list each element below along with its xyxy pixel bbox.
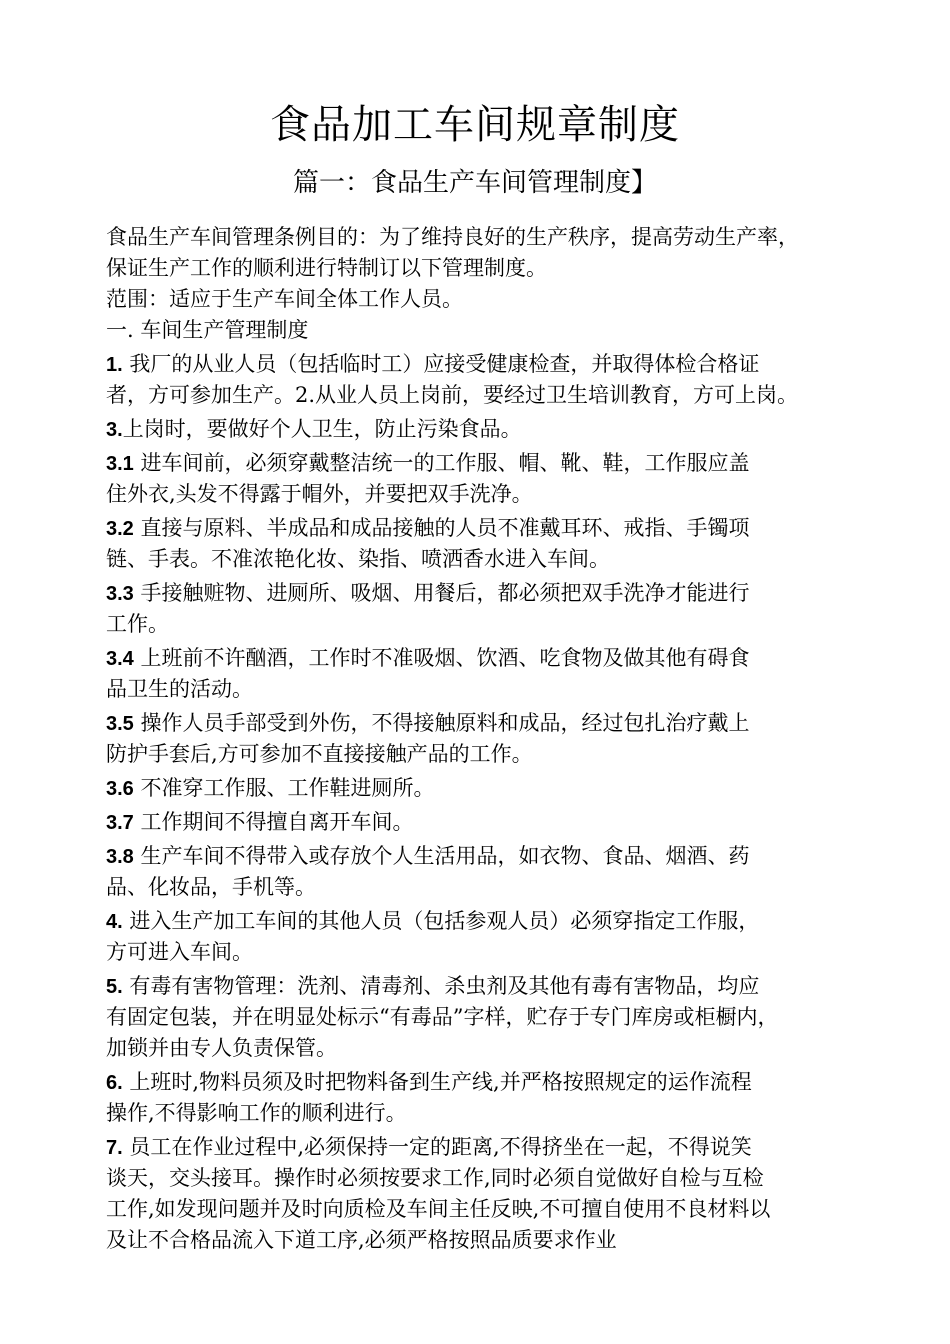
text-line [106,1163,866,1194]
text-line [106,1002,866,1033]
text-line [106,414,866,445]
line-text: 品、化妆品，手机等。 [106,875,316,899]
line-text: 工作。 [106,612,169,636]
line-text: 防护手套后,方可参加不直接接触产品的工作。 [106,742,533,766]
text-line [106,643,866,674]
text-line [106,578,866,609]
text-line [106,448,866,479]
text-line [106,513,866,544]
line-text: 有固定包装，并在明显处标示“有毒品”字样，贮存于专门库房或柜橱内， [106,1005,779,1029]
text-line [106,1067,866,1098]
text-line [106,674,866,705]
text-line [106,708,866,739]
text-line [106,872,866,903]
document-title: 食品加工车间规章制度 [270,102,680,148]
text-line [106,222,866,253]
clause-number: 1. [106,354,123,376]
text-line [106,544,866,575]
clause-number: 3.2 [106,518,134,540]
line-text: 工作期间不得擅自离开车间。 [133,810,414,834]
line-text: 上班前不许酗酒，工作时不准吸烟、饮酒、吃食物及做其他有碍食 [133,646,750,670]
line-text: 住外衣,头发不得露于帽外，并要把双手洗净。 [106,482,533,506]
text-line [106,1132,866,1163]
line-text: 方可进入车间。 [106,940,253,964]
line-text: 我厂的从业人员（包括临时工）应接受健康检查，并取得体检合格证 [122,352,760,376]
line-text: 保证生产工作的顺利进行特制订以下管理制度。 [106,256,547,280]
text-line [106,315,866,346]
clause-number: 3.8 [106,846,134,868]
text-line [106,971,866,1002]
text-line [106,807,866,838]
clause-number: 3.3 [106,583,134,605]
clause-number: 6. [106,1072,123,1094]
text-line [106,1033,866,1064]
line-text: 生产车间不得带入或存放个人生活用品，如衣物、食品、烟酒、药 [133,844,750,868]
line-text: 有毒有害物管理：洗剂、清毒剂、杀虫剂及其他有毒有害物品，均应 [122,974,760,998]
line-text: 操作,不得影响工作的顺利进行。 [106,1101,407,1125]
line-text: 手接触赃物、进厕所、吸烟、用餐后，都必须把双手洗净才能进行 [133,581,750,605]
text-line [106,1098,866,1129]
line-text: 进入生产加工车间的其他人员（包括参观人员）必须穿指定工作服， [122,909,760,933]
line-text: 范围：适应于生产车间全体工作人员。 [106,287,463,311]
text-line [106,479,866,510]
line-text: 上班时,物料员须及时把物料备到生产线,并严格按照规定的运作流程 [122,1070,752,1094]
line-text: 加锁并由专人负责保管。 [106,1036,337,1060]
line-text: 工作,如发现问题并及时向质检及车间主任反映,不可擅自使用不良材料以 [106,1197,771,1221]
text-line [106,739,866,770]
line-text: 进车间前，必须穿戴整洁统一的工作服、帽、靴、鞋，工作服应盖 [133,451,750,475]
line-text: 谈天，交头接耳。操作时必须按要求工作,同时必须自觉做好自检与互检 [106,1166,764,1190]
line-text: 链、手表。不准浓艳化妆、染指、喷洒香水进入车间。 [106,547,610,571]
clause-number: 3.6 [106,778,134,800]
text-line [106,349,866,380]
text-line [106,609,866,640]
clause-number: 3.4 [106,648,134,670]
document-subtitle: 篇一：食品生产车间管理制度】 [292,168,657,198]
line-text: 者，方可参加生产。2.从业人员上岗前，要经过卫生培训教育，方可上岗。 [106,383,799,407]
clause-number: 4. [106,911,123,933]
text-line [106,284,866,315]
line-text: 一. 车间生产管理制度 [106,318,309,342]
line-text: 上岗时，要做好个人卫生，防止污染食品。 [122,417,522,441]
line-text: 员工在作业过程中,必须保持一定的距离,不得挤坐在一起，不得说笑 [122,1135,752,1159]
document-body [106,222,866,1256]
line-text: 直接与原料、半成品和成品接触的人员不准戴耳环、戒指、手镯项 [133,516,750,540]
text-line [106,773,866,804]
clause-number: 3.5 [106,713,134,735]
text-line [106,841,866,872]
clause-number: 3.7 [106,812,134,834]
line-text: 及让不合格品流入下道工序,必须严格按照品质要求作业 [106,1228,617,1252]
text-line [106,1225,866,1256]
text-line [106,253,866,284]
line-text: 食品生产车间管理条例目的：为了维持良好的生产秩序，提高劳动生产率， [106,225,799,249]
text-line [106,1194,866,1225]
clause-number: 5. [106,976,123,998]
text-line [106,380,866,411]
text-line [106,937,866,968]
line-text: 品卫生的活动。 [106,677,253,701]
clause-number: 7. [106,1137,123,1159]
clause-number: 3. [106,419,123,441]
clause-number: 3.1 [106,453,134,475]
text-line [106,906,866,937]
line-text: 操作人员手部受到外伤，不得接触原料和成品，经过包扎治疗戴上 [133,711,750,735]
line-text: 不准穿工作服、工作鞋进厕所。 [133,776,435,800]
